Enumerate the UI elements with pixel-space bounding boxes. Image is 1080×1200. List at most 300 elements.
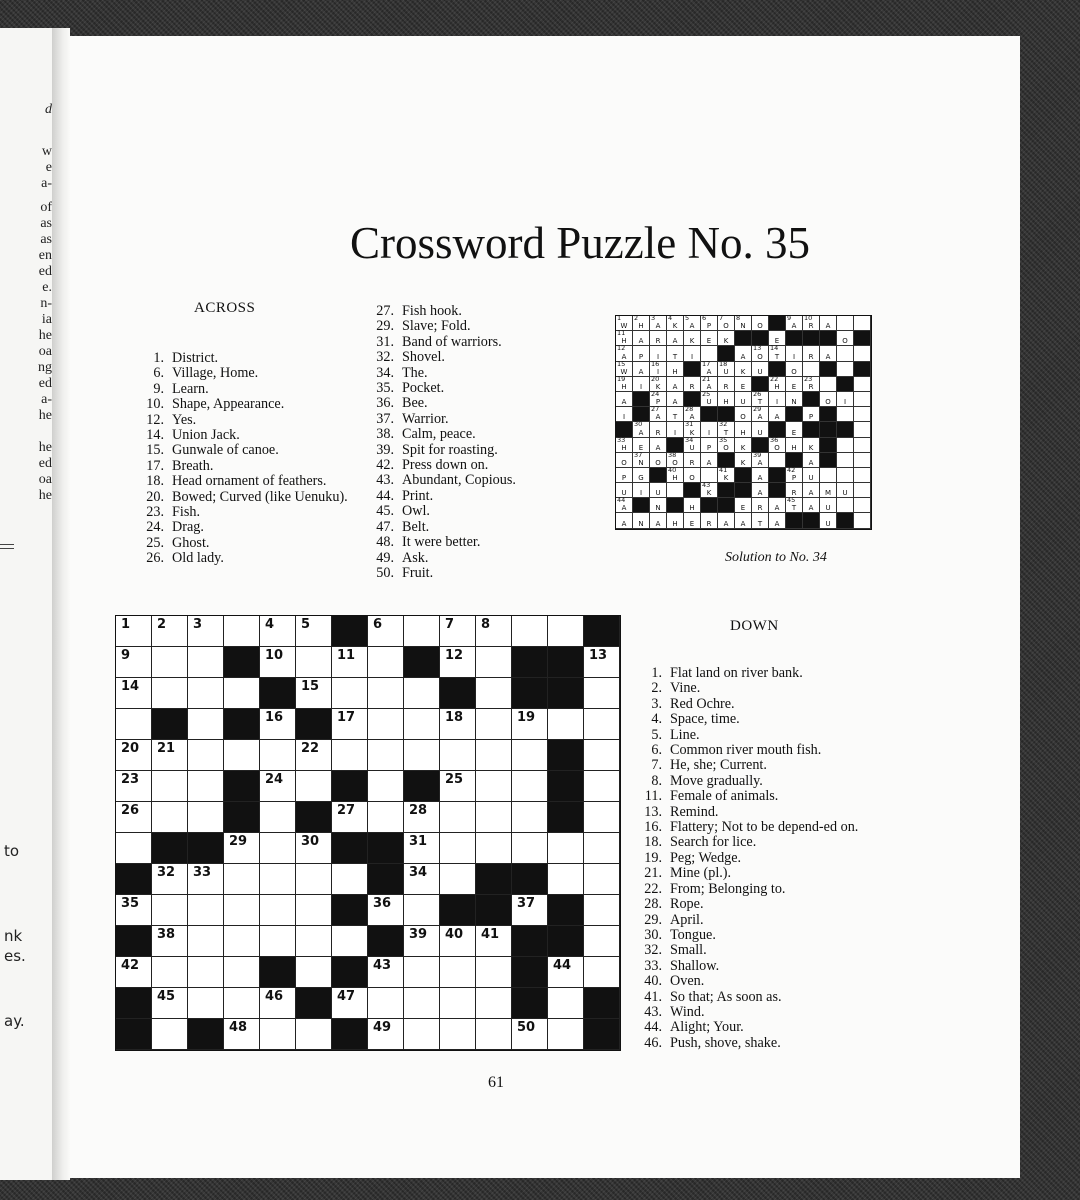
grid-cell[interactable]: [368, 802, 404, 833]
grid-block: [404, 647, 440, 678]
solution-cell: [718, 392, 735, 407]
grid-cell[interactable]: [332, 988, 368, 1019]
cell-number: 36: [373, 896, 392, 911]
solution-block: [633, 392, 650, 407]
grid-cell[interactable]: [584, 926, 620, 957]
grid-cell[interactable]: [404, 802, 440, 833]
clue-item: [636, 820, 936, 835]
previous-page-text: en: [38, 248, 52, 263]
grid-cell[interactable]: [548, 709, 584, 740]
grid-cell[interactable]: [584, 647, 620, 678]
clue-text: Ask.: [402, 549, 429, 566]
grid-cell[interactable]: [476, 988, 512, 1019]
grid-cell[interactable]: [152, 895, 188, 926]
grid-cell[interactable]: [476, 740, 512, 771]
clue-number: 6.: [651, 742, 662, 759]
grid-cell[interactable]: [512, 771, 548, 802]
solution-cell: [718, 331, 735, 346]
grid-cell[interactable]: [332, 864, 368, 895]
solution-letter: U: [655, 489, 661, 498]
solution-cell: [752, 422, 769, 437]
grid-block: [476, 895, 512, 926]
grid-cell[interactable]: [188, 957, 224, 988]
grid-cell[interactable]: [332, 709, 368, 740]
grid-cell[interactable]: [188, 740, 224, 771]
cell-number: 28: [409, 803, 428, 818]
solution-cell: [837, 453, 854, 468]
solution-letter: A: [774, 519, 780, 528]
grid-cell[interactable]: [260, 864, 296, 895]
grid-cell[interactable]: [440, 709, 476, 740]
grid-cell[interactable]: [476, 709, 512, 740]
grid-cell[interactable]: [296, 771, 332, 802]
grid-cell[interactable]: [440, 864, 476, 895]
solution-letter: O: [672, 458, 678, 467]
cell-number: 24: [265, 772, 284, 787]
clue-item: [636, 789, 936, 804]
clue-text: Spit for roasting.: [402, 441, 498, 458]
grid-cell[interactable]: [512, 895, 548, 926]
grid-cell[interactable]: [332, 740, 368, 771]
solution-letter: P: [621, 474, 627, 483]
grid-cell[interactable]: [440, 740, 476, 771]
grid-cell[interactable]: [548, 616, 584, 647]
grid-cell[interactable]: [548, 957, 584, 988]
previous-page-text: ay.: [4, 1012, 25, 1030]
grid-cell[interactable]: [332, 802, 368, 833]
grid-cell[interactable]: [548, 864, 584, 895]
grid-cell[interactable]: [476, 678, 512, 709]
grid-cell[interactable]: [332, 926, 368, 957]
solution-cell: [837, 392, 854, 407]
grid-cell[interactable]: [260, 740, 296, 771]
solution-letter: O: [757, 352, 763, 361]
grid-cell[interactable]: [296, 616, 332, 647]
grid-cell[interactable]: [188, 616, 224, 647]
grid-cell[interactable]: [116, 678, 152, 709]
grid-cell[interactable]: [296, 833, 332, 864]
grid-cell[interactable]: [224, 616, 260, 647]
grid-cell[interactable]: [584, 864, 620, 895]
solution-letter: A: [638, 337, 644, 346]
grid-cell[interactable]: [152, 864, 188, 895]
grid-cell[interactable]: [440, 833, 476, 864]
grid-cell[interactable]: [584, 895, 620, 926]
grid-cell[interactable]: [188, 864, 224, 895]
grid-cell[interactable]: [440, 1019, 476, 1050]
grid-block: [332, 771, 368, 802]
grid-cell[interactable]: [224, 957, 260, 988]
grid-cell[interactable]: [152, 802, 188, 833]
solution-cell: [684, 331, 701, 346]
grid-cell[interactable]: [476, 1019, 512, 1050]
grid-cell[interactable]: [440, 771, 476, 802]
solution-cell: [718, 316, 735, 331]
solution-letter: O: [723, 322, 729, 331]
solution-cell: [854, 468, 871, 483]
solution-letter: A: [672, 398, 678, 407]
solution-letter: R: [808, 352, 814, 361]
solution-cell: [735, 513, 752, 528]
clue-item: [368, 504, 588, 519]
solution-letter: H: [672, 367, 678, 376]
grid-cell[interactable]: [224, 895, 260, 926]
grid-cell[interactable]: [116, 740, 152, 771]
clue-number: 44.: [644, 1019, 662, 1036]
grid-cell[interactable]: [260, 833, 296, 864]
clue-item: [636, 758, 936, 773]
grid-cell[interactable]: [188, 988, 224, 1019]
grid-block: [116, 1019, 152, 1050]
cell-number: 40: [445, 927, 464, 942]
solution-cell: [633, 377, 650, 392]
clue-text: Flattery; Not to be depend-ed on.: [670, 819, 859, 836]
grid-cell[interactable]: [476, 616, 512, 647]
grid-cell[interactable]: [404, 740, 440, 771]
solution-block: [701, 407, 718, 422]
grid-cell[interactable]: [368, 957, 404, 988]
grid-cell[interactable]: [116, 833, 152, 864]
solution-cell: [735, 498, 752, 513]
grid-cell[interactable]: [368, 647, 404, 678]
solution-block: [701, 498, 718, 513]
solution-cell: [820, 483, 837, 498]
solution-number: 15: [617, 359, 626, 368]
solution-block: [650, 468, 667, 483]
grid-cell[interactable]: [224, 988, 260, 1019]
solution-block: [684, 362, 701, 377]
solution-letter: K: [706, 489, 712, 498]
clue-number: 9.: [153, 380, 164, 397]
solution-cell: [650, 438, 667, 453]
grid-cell[interactable]: [260, 895, 296, 926]
grid-cell[interactable]: [152, 957, 188, 988]
solution-letter: A: [757, 413, 763, 422]
cell-number: 27: [337, 803, 356, 818]
solution-letter: I: [707, 428, 711, 437]
grid-cell[interactable]: [476, 802, 512, 833]
grid-block: [368, 864, 404, 895]
clue-number: 1.: [651, 665, 662, 681]
solution-block: [820, 453, 837, 468]
solution-letter: K: [740, 458, 746, 467]
clue-number: 40.: [644, 973, 662, 990]
cell-number: 17: [337, 710, 356, 725]
grid-cell[interactable]: [152, 926, 188, 957]
grid-cell[interactable]: [404, 864, 440, 895]
grid-cell[interactable]: [476, 771, 512, 802]
grid-cell[interactable]: [548, 833, 584, 864]
grid-cell[interactable]: [188, 771, 224, 802]
cell-number: 1: [121, 617, 131, 632]
cell-number: 48: [229, 1020, 248, 1035]
grid-cell[interactable]: [404, 988, 440, 1019]
solution-cell: [667, 316, 684, 331]
cell-number: 38: [157, 927, 176, 942]
solution-number: 18: [719, 359, 728, 368]
solution-letter: U: [723, 367, 729, 376]
solution-letter: E: [740, 504, 746, 513]
grid-block: [512, 926, 548, 957]
clue-number: 13.: [644, 803, 662, 820]
clue-item: [636, 1005, 936, 1020]
previous-page-text: ng: [38, 360, 52, 375]
solution-number: 29: [753, 405, 762, 414]
grid-block: [332, 616, 368, 647]
grid-cell[interactable]: [188, 709, 224, 740]
grid-cell[interactable]: [404, 833, 440, 864]
grid-cell[interactable]: [152, 616, 188, 647]
solution-letter: R: [757, 504, 763, 513]
grid-cell[interactable]: [476, 926, 512, 957]
previous-page-text: he: [38, 408, 52, 423]
grid-cell[interactable]: [296, 957, 332, 988]
grid-cell[interactable]: [512, 802, 548, 833]
grid-cell[interactable]: [404, 895, 440, 926]
solution-cell: [786, 422, 803, 437]
previous-page-text: ed: [38, 376, 52, 391]
solution-cell: [752, 513, 769, 528]
clue-text: Mine (pl.).: [670, 865, 732, 882]
grid-cell[interactable]: [584, 678, 620, 709]
grid-cell[interactable]: [188, 926, 224, 957]
grid-cell[interactable]: [548, 988, 584, 1019]
clue-text: Line.: [670, 726, 700, 743]
cell-number: 29: [229, 834, 248, 849]
grid-cell[interactable]: [584, 802, 620, 833]
clue-text: It were better.: [402, 534, 481, 551]
grid-cell[interactable]: [116, 957, 152, 988]
cell-number: 26: [121, 803, 140, 818]
solution-cell: [803, 407, 820, 422]
grid-cell[interactable]: [476, 957, 512, 988]
grid-cell[interactable]: [188, 678, 224, 709]
grid-block: [296, 709, 332, 740]
grid-cell[interactable]: [440, 802, 476, 833]
grid-cell[interactable]: [368, 988, 404, 1019]
cell-number: 31: [409, 834, 428, 849]
grid-cell[interactable]: [584, 771, 620, 802]
solution-letter: R: [655, 428, 661, 437]
solution-cell: [650, 316, 667, 331]
solution-cell: [769, 498, 786, 513]
clue-text: District.: [172, 350, 219, 366]
grid-cell[interactable]: [440, 926, 476, 957]
grid-cell[interactable]: [224, 833, 260, 864]
clue-text: Slave; Fold.: [402, 318, 471, 335]
solution-cell: [650, 453, 667, 468]
grid-cell[interactable]: [116, 802, 152, 833]
grid-cell[interactable]: [260, 709, 296, 740]
grid-cell[interactable]: [188, 895, 224, 926]
solution-cell: [769, 453, 786, 468]
grid-cell[interactable]: [296, 647, 332, 678]
grid-cell[interactable]: [404, 616, 440, 647]
clue-text: Wind.: [670, 1003, 705, 1020]
grid-cell[interactable]: [584, 957, 620, 988]
grid-cell[interactable]: [116, 771, 152, 802]
grid-cell[interactable]: [152, 1019, 188, 1050]
grid-cell[interactable]: [152, 678, 188, 709]
grid-cell[interactable]: [260, 771, 296, 802]
solution-letter: I: [673, 428, 677, 437]
grid-cell[interactable]: [584, 833, 620, 864]
grid-cell[interactable]: [404, 926, 440, 957]
cell-number: 19: [517, 710, 536, 725]
solution-letter: A: [757, 489, 763, 498]
solution-block: [837, 513, 854, 528]
grid-block: [332, 957, 368, 988]
grid-cell[interactable]: [404, 1019, 440, 1050]
grid-cell[interactable]: [116, 616, 152, 647]
grid-cell[interactable]: [296, 740, 332, 771]
solution-cell: [667, 483, 684, 498]
grid-cell[interactable]: [404, 678, 440, 709]
grid-cell[interactable]: [332, 678, 368, 709]
grid-cell[interactable]: [260, 647, 296, 678]
grid-cell[interactable]: [152, 740, 188, 771]
solution-letter: E: [791, 428, 797, 437]
clue-text: Search for lice.: [670, 834, 757, 851]
clue-text: Band of warriors.: [402, 333, 502, 350]
grid-cell[interactable]: [368, 895, 404, 926]
grid-cell[interactable]: [512, 616, 548, 647]
grid-cell[interactable]: [188, 647, 224, 678]
solution-letter: O: [791, 367, 797, 376]
grid-cell[interactable]: [368, 616, 404, 647]
grid-cell[interactable]: [440, 957, 476, 988]
grid-cell[interactable]: [224, 678, 260, 709]
solution-letter: A: [774, 413, 780, 422]
grid-cell[interactable]: [548, 1019, 584, 1050]
grid-cell[interactable]: [440, 616, 476, 647]
grid-cell[interactable]: [332, 647, 368, 678]
solution-letter: N: [791, 398, 797, 407]
grid-cell[interactable]: [584, 709, 620, 740]
solution-block: [820, 438, 837, 453]
grid-cell[interactable]: [188, 802, 224, 833]
cell-number: 30: [301, 834, 320, 849]
solution-block: [667, 498, 684, 513]
clue-text: Alight; Your.: [670, 1019, 744, 1036]
solution-cell: [667, 422, 684, 437]
grid-cell[interactable]: [224, 1019, 260, 1050]
grid-cell[interactable]: [260, 616, 296, 647]
grid-cell[interactable]: [224, 926, 260, 957]
grid-cell[interactable]: [116, 895, 152, 926]
solution-cell: [837, 468, 854, 483]
grid-block: [512, 678, 548, 709]
solution-cell: [616, 435, 633, 453]
grid-cell[interactable]: [296, 926, 332, 957]
grid-cell[interactable]: [368, 740, 404, 771]
solution-cell: [718, 359, 735, 377]
clue-item: [368, 366, 588, 381]
grid-cell[interactable]: [368, 1019, 404, 1050]
clue-item: [368, 566, 588, 581]
solution-cell: [667, 362, 684, 377]
grid-cell[interactable]: [512, 709, 548, 740]
grid-cell[interactable]: [296, 895, 332, 926]
solution-cell: [633, 331, 650, 346]
clue-number: 4.: [651, 711, 662, 728]
grid-cell[interactable]: [368, 678, 404, 709]
clue-number: 33.: [644, 957, 662, 974]
grid-cell[interactable]: [476, 647, 512, 678]
clue-number: 16.: [644, 819, 662, 836]
grid-cell[interactable]: [260, 988, 296, 1019]
solution-letter: A: [621, 352, 627, 361]
solution-letter: E: [638, 443, 644, 452]
grid-cell[interactable]: [440, 647, 476, 678]
grid-cell[interactable]: [296, 864, 332, 895]
grid-cell[interactable]: [152, 771, 188, 802]
grid-cell[interactable]: [404, 957, 440, 988]
grid-cell[interactable]: [224, 864, 260, 895]
solution-block: [820, 422, 837, 437]
grid-cell[interactable]: [584, 740, 620, 771]
grid-cell[interactable]: [512, 1019, 548, 1050]
previous-page-text: he: [38, 440, 52, 455]
grid-cell[interactable]: [512, 833, 548, 864]
clue-text: Abundant, Copious.: [402, 472, 516, 489]
solution-letter: W: [620, 322, 628, 331]
grid-cell[interactable]: [296, 678, 332, 709]
solution-letter: T: [723, 428, 729, 437]
solution-letter: I: [792, 352, 796, 361]
grid-cell[interactable]: [368, 709, 404, 740]
grid-cell[interactable]: [296, 1019, 332, 1050]
solution-cell: [786, 498, 803, 513]
solution-block: [718, 498, 735, 513]
grid-cell[interactable]: [404, 709, 440, 740]
clue-item: [636, 1036, 936, 1051]
grid-block: [152, 709, 188, 740]
solution-cell: [837, 362, 854, 377]
grid-cell[interactable]: [224, 740, 260, 771]
solution-letter: A: [723, 519, 729, 528]
grid-cell[interactable]: [152, 988, 188, 1019]
grid-cell[interactable]: [116, 647, 152, 678]
grid-cell[interactable]: [152, 647, 188, 678]
cell-number: 35: [121, 896, 140, 911]
solution-letter: U: [757, 428, 763, 437]
solution-cell: [633, 468, 650, 483]
solution-letter: I: [775, 398, 779, 407]
solution-letter: H: [638, 322, 644, 331]
clue-item: [368, 335, 588, 350]
solution-cell: [718, 377, 735, 392]
clue-text: The.: [402, 364, 428, 381]
grid-cell[interactable]: [440, 988, 476, 1019]
clue-item: [636, 959, 936, 974]
grid-cell[interactable]: [260, 1019, 296, 1050]
grid-cell[interactable]: [260, 926, 296, 957]
grid-cell[interactable]: [368, 771, 404, 802]
solution-block: [803, 513, 820, 528]
solution-cell: [701, 453, 718, 468]
clue-number: 47.: [376, 518, 394, 535]
previous-page-text: ia: [41, 312, 52, 327]
grid-cell[interactable]: [116, 709, 152, 740]
solution-cell: [735, 362, 752, 377]
clue-item: [368, 535, 588, 550]
clue-item: [636, 835, 936, 850]
solution-cell: [650, 498, 667, 513]
grid-cell[interactable]: [512, 740, 548, 771]
grid-cell[interactable]: [260, 802, 296, 833]
grid-cell[interactable]: [476, 833, 512, 864]
